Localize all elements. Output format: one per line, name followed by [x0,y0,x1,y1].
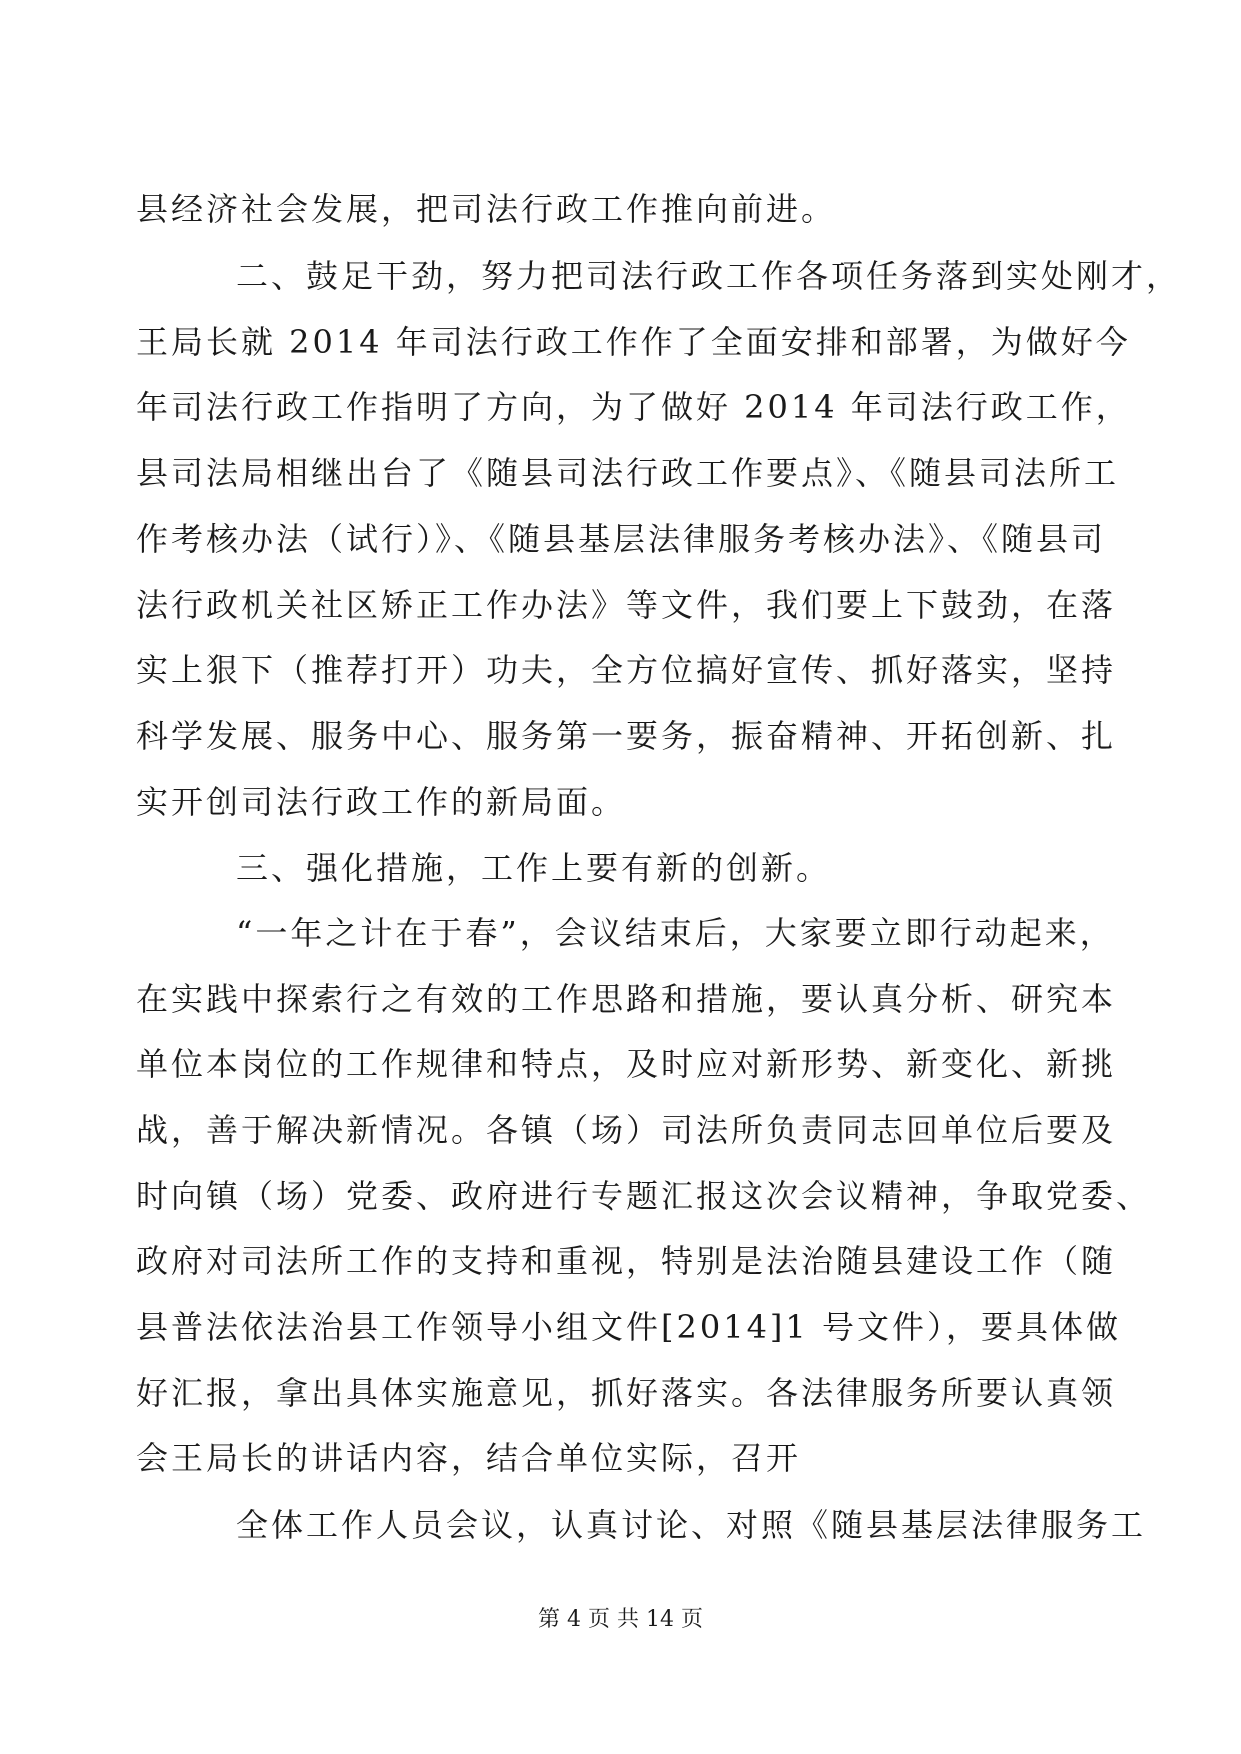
body-line: 在实践中探索行之有效的工作思路和措施，要认真分析、研究本 [136,980,1117,1018]
body-line: 实上狠下（推荐打开）功夫，全方位搞好宣传、抓好落实，坚持 [136,651,1117,689]
body-line: 科学发展、服务中心、服务第一要务，振奋精神、开拓创新、扎 [136,717,1117,755]
body-line: 县司法局相继出台了《随县司法行政工作要点》、《随县司法所工 [136,454,1120,492]
page-footer: 第 4 页 共 14 页 [538,1607,703,1632]
body-line: 全体工作人员会议，认真讨论、对照《随县基层法律服务工 [236,1506,1147,1544]
body-line: “一年之计在于春”，会议结束后，大家要立即行动起来， [236,914,1115,952]
body-line: 会王局长的讲话内容，结合单位实际，召开 [136,1439,802,1477]
body-line: 王局长就 2014 年司法行政工作作了全面安排和部署，为做好今 [136,323,1131,361]
body-line: 实开创司法行政工作的新局面。 [136,783,627,821]
body-line: 政府对司法所工作的支持和重视，特别是法治随县建设工作（随 [136,1242,1117,1280]
body-line: 法行政机关社区矫正工作办法》等文件，我们要上下鼓劲，在落 [136,586,1117,624]
body-line: 作考核办法（试行）》、《随县基层法律服务考核办法》、《随县司 [136,520,1107,558]
section-heading-3: 三、强化措施，工作上要有新的创新。 [236,849,832,887]
body-line: 单位本岗位的工作规律和特点，及时应对新形势、新变化、新挑 [136,1045,1117,1083]
body-line: 年司法行政工作指明了方向，为了做好 2014 年司法行政工作， [136,388,1131,426]
body-line: 县普法依法治县工作领导小组文件[2014]1 号文件），要具体做 [136,1308,1121,1346]
section-heading-2: 二、鼓足干劲，努力把司法行政工作各项任务落到实处刚才， [236,257,1182,295]
body-line: 时向镇（场）党委、政府进行专题汇报这次会议精神，争取党委、 [136,1177,1152,1215]
body-line: 好汇报，拿出具体实施意见，抓好落实。各法律服务所要认真领 [136,1374,1117,1412]
body-line: 战，善于解决新情况。各镇（场）司法所负责同志回单位后要及 [136,1111,1117,1149]
body-line: 县经济社会发展，把司法行政工作推向前进。 [136,190,837,228]
